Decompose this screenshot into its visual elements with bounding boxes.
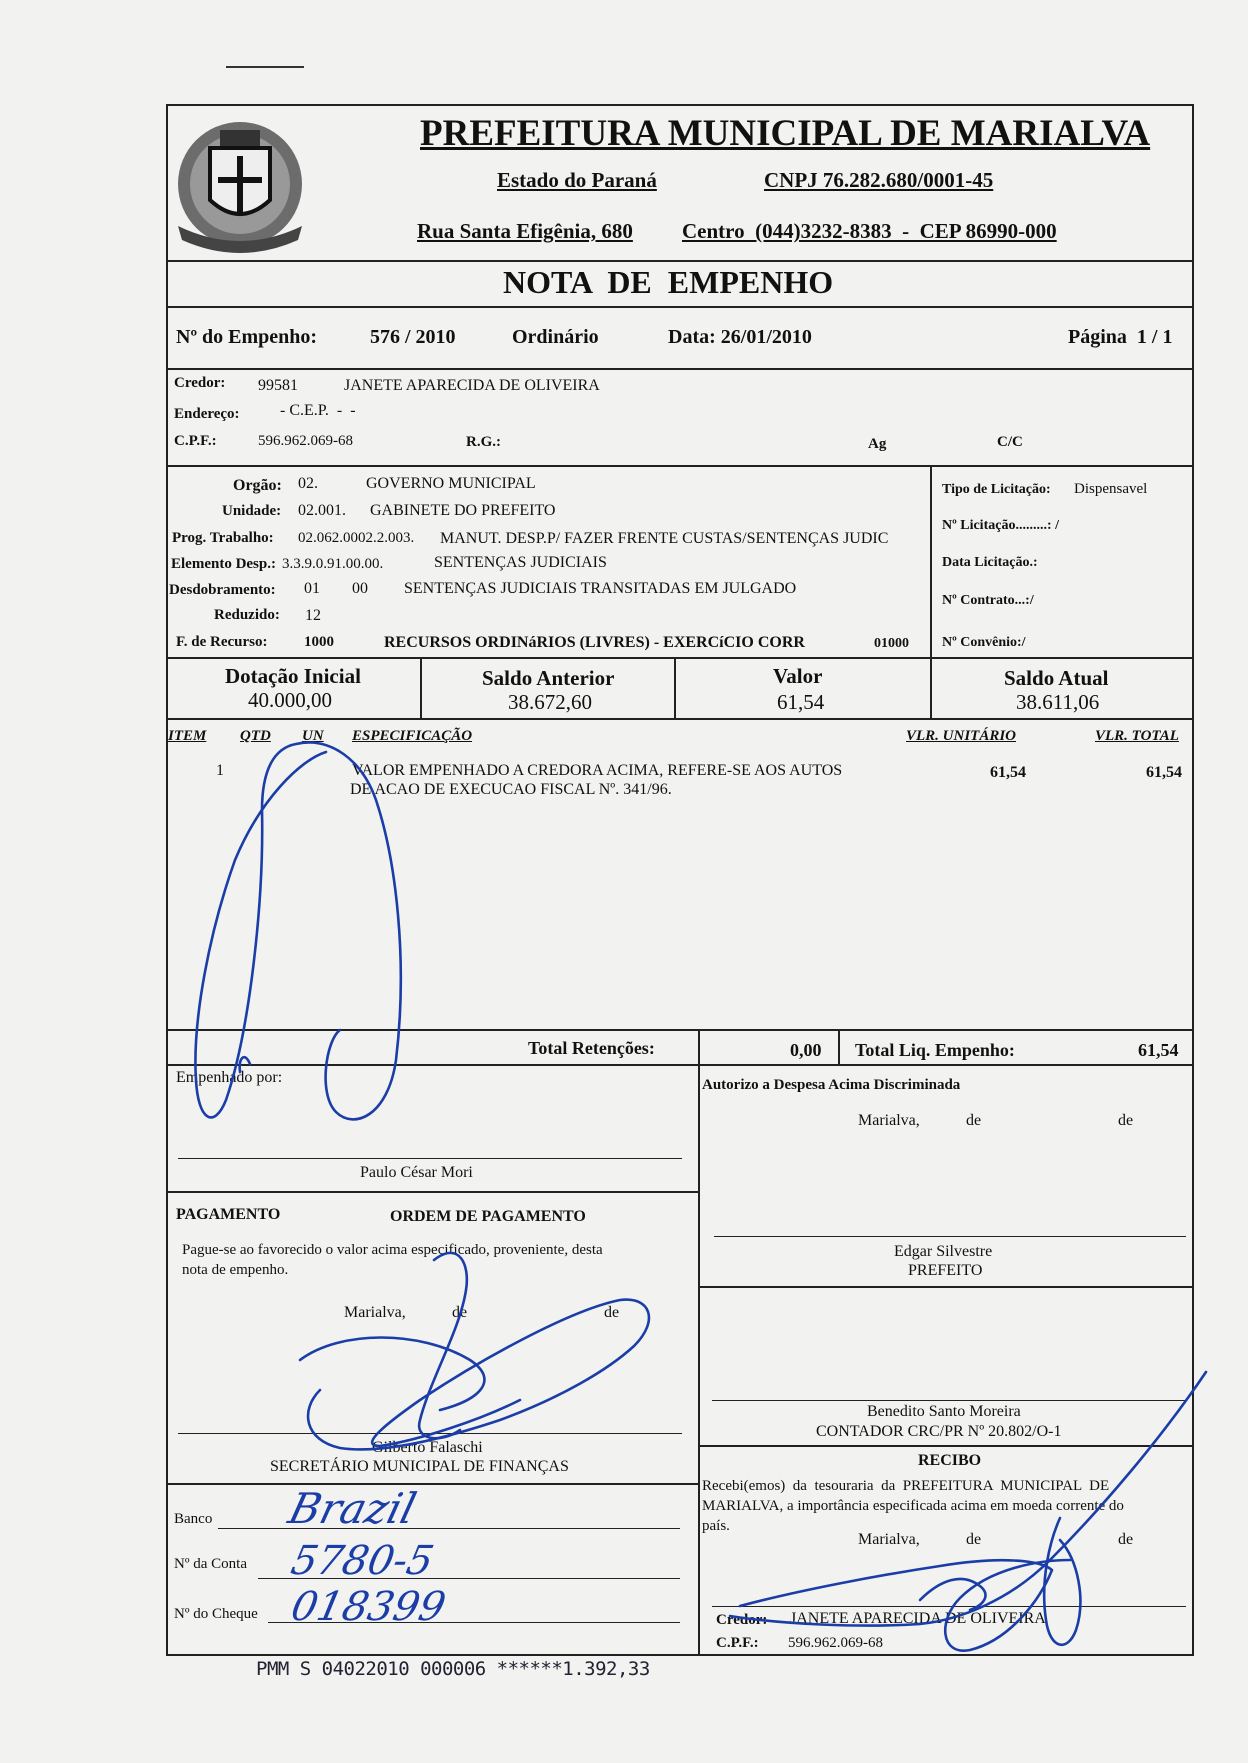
- col-un: UN: [302, 728, 324, 744]
- footer-stamp: PMM S 04022010 000006 ******1.392,33: [256, 1658, 650, 1680]
- scan-mark: [226, 66, 304, 68]
- recibo-cpf-value: 596.962.069-68: [788, 1635, 883, 1651]
- unidade-name: GABINETE DO PREFEITO: [370, 502, 556, 519]
- retencoes-value: 0,00: [790, 1040, 822, 1060]
- desdobramento-code1: 01: [304, 580, 320, 597]
- prog-name: MANUT. DESP.P/ FAZER FRENTE CUSTAS/SENTENÇAS JUDIC: [440, 530, 889, 547]
- empenhado-label: Empenhado por:: [176, 1069, 283, 1086]
- valor-label: Valor: [773, 664, 823, 688]
- conta-label: Nº da Conta: [174, 1556, 247, 1572]
- header-cnpj: CNPJ 76.282.680/0001-45: [764, 168, 994, 192]
- saldo-anterior-value: 38.672,60: [508, 690, 592, 714]
- desdobramento-code2: 00: [352, 580, 368, 597]
- item-unit-value: 61,54: [990, 764, 1026, 781]
- rg-label: R.G.:: [466, 434, 501, 450]
- saldo-atual-label: Saldo Atual: [1004, 666, 1109, 690]
- autorizo-local: Marialva,: [858, 1112, 920, 1129]
- cheque-handwritten: 018399: [287, 1584, 450, 1630]
- unidade-label: Unidade:: [222, 503, 282, 519]
- saldo-atual-value: 38.611,06: [1016, 690, 1100, 714]
- recibo-cpf-label: C.P.F.:: [716, 1635, 759, 1651]
- cheque-label: Nº do Cheque: [174, 1606, 258, 1622]
- empenho-label: Nº do Empenho:: [176, 326, 318, 348]
- credor-name: JANETE APARECIDA DE OLIVEIRA: [344, 377, 600, 394]
- recurso-code: 1000: [304, 634, 334, 650]
- header-title: PREFEITURA MUNICIPAL DE MARIALVA: [420, 113, 1151, 154]
- document-title: NOTA DE EMPENHO: [503, 264, 834, 300]
- elemento-name: SENTENÇAS JUDICIAIS: [434, 554, 607, 571]
- contador-name: Benedito Santo Moreira: [867, 1403, 1021, 1420]
- recurso-code2: 01000: [874, 636, 909, 651]
- empenho-date: Data: 26/01/2010: [668, 326, 812, 348]
- recibo-text-line2: MARIALVA, a importância especificada acima em moeda corrente do: [702, 1498, 1124, 1514]
- desdobramento-name: SENTENÇAS JUDICIAIS TRANSITADAS EM JULGADO: [404, 580, 797, 597]
- pagamento-label: PAGAMENTO: [176, 1206, 281, 1223]
- header-rua: Rua Santa Efigênia, 680: [417, 219, 633, 243]
- pagamento-text-line2: nota de empenho.: [182, 1262, 289, 1278]
- conta-handwritten: 5780-5: [287, 1538, 438, 1584]
- col-vlr-unitario: VLR. UNITÁRIO: [906, 728, 1017, 744]
- elemento-code: 3.3.9.0.91.00.00.: [282, 556, 384, 572]
- contador-title: CONTADOR CRC/PR Nº 20.802/O-1: [816, 1423, 1062, 1440]
- pagamento-text-line1: Pague-se ao favorecido o valor acima especificado, proveniente, desta: [182, 1242, 603, 1258]
- prog-code: 02.062.0002.2.003.: [298, 530, 415, 546]
- prog-label: Prog. Trabalho:: [172, 530, 274, 546]
- recibo-credor-label: Credor:: [716, 1612, 768, 1628]
- empenho-number: 576 / 2010: [370, 326, 456, 348]
- col-vlr-total: VLR. TOTAL: [1095, 728, 1179, 744]
- retencoes-label: Total Retenções:: [528, 1038, 655, 1058]
- saldo-anterior-label: Saldo Anterior: [482, 666, 615, 690]
- prefeito-name: Edgar Silvestre: [894, 1243, 993, 1260]
- contrato-number: Nº Contrato...:/: [942, 593, 1034, 608]
- recibo-label: RECIBO: [918, 1452, 982, 1469]
- item-description-line1: VALOR EMPENHADO A CREDORA ACIMA, REFERE-SE AOS AUTOS: [352, 762, 843, 779]
- dotacao-value: 40.000,00: [248, 688, 332, 712]
- tipo-licitacao-label: Tipo de Licitação:: [942, 482, 1051, 497]
- ag-label: Ag: [868, 436, 887, 452]
- convenio-number: Nº Convênio:/: [942, 635, 1026, 650]
- elemento-label: Elemento Desp.:: [171, 556, 276, 572]
- cpf-value: 596.962.069-68: [258, 433, 353, 449]
- licitacao-date: Data Licitação.:: [942, 555, 1038, 570]
- recibo-credor-name: JANETE APARECIDA DE OLIVEIRA: [790, 1610, 1046, 1627]
- empenho-type: Ordinário: [512, 326, 599, 348]
- reduzido-label: Reduzido:: [214, 607, 280, 623]
- recibo-de1: de: [966, 1531, 982, 1548]
- secretario-name: Gilberto Falaschi: [372, 1439, 483, 1456]
- cpf-label: C.P.F.:: [174, 433, 217, 449]
- credor-code: 99581: [258, 377, 298, 394]
- recibo-de2: de: [1118, 1531, 1134, 1548]
- item-number: 1: [216, 762, 224, 779]
- unidade-code: 02.001.: [298, 502, 346, 519]
- desdobramento-label: Desdobramento:: [169, 582, 276, 598]
- banco-label: Banco: [174, 1511, 213, 1527]
- recibo-text-line1: Recebi(emos) da tesouraria da PREFEITURA MUNICIPAL DE: [702, 1478, 1110, 1494]
- endereco-label: Endereço:: [174, 406, 240, 422]
- page-number: Página 1 / 1: [1068, 326, 1173, 348]
- pagamento-local: Marialva,: [344, 1304, 406, 1321]
- liquido-value: 61,54: [1138, 1040, 1179, 1060]
- pagamento-de1: de: [452, 1304, 468, 1321]
- recibo-local: Marialva,: [858, 1531, 920, 1548]
- orgao-label: Orgão:: [233, 477, 282, 494]
- dotacao-label: Dotação Inicial: [225, 664, 361, 688]
- recurso-label: F. de Recurso:: [176, 634, 268, 650]
- prefeito-title: PREFEITO: [908, 1262, 983, 1279]
- col-qtd: QTD: [240, 728, 271, 744]
- coat-of-arms-logo: [168, 108, 316, 258]
- pagamento-de2: de: [604, 1304, 620, 1321]
- endereco-value: - C.E.P. - -: [280, 402, 356, 419]
- header-contato: Centro (044)3232-8383 - CEP 86990-000: [682, 219, 1057, 243]
- ordem-pagamento-label: ORDEM DE PAGAMENTO: [390, 1208, 586, 1225]
- valor-value: 61,54: [777, 690, 825, 714]
- autorizo-label: Autorizo a Despesa Acima Discriminada: [702, 1077, 961, 1093]
- autorizo-de2: de: [1118, 1112, 1134, 1129]
- empenhado-name: Paulo César Mori: [360, 1164, 473, 1181]
- reduzido-value: 12: [305, 607, 321, 624]
- recibo-text-line3: país.: [702, 1518, 730, 1534]
- secretario-title: SECRETÁRIO MUNICIPAL DE FINANÇAS: [270, 1458, 569, 1475]
- cc-label: C/C: [997, 434, 1023, 450]
- orgao-code: 02.: [298, 475, 318, 492]
- recurso-name: RECURSOS ORDINáRIOS (LIVRES) - EXERCíCIO CORR: [384, 634, 805, 651]
- banco-handwritten: Brazil: [283, 1484, 422, 1533]
- col-item: ITEM: [168, 728, 207, 744]
- header-estado: Estado do Paraná: [497, 168, 657, 192]
- tipo-licitacao-value: Dispensavel: [1074, 481, 1148, 497]
- credor-label: Credor:: [174, 375, 226, 391]
- item-total-value: 61,54: [1146, 764, 1182, 781]
- item-description-line2: DE ACAO DE EXECUCAO FISCAL Nº. 341/96.: [350, 781, 672, 798]
- col-especificacao: ESPECIFICAÇÃO: [352, 728, 473, 744]
- autorizo-de1: de: [966, 1112, 982, 1129]
- orgao-name: GOVERNO MUNICIPAL: [366, 475, 536, 492]
- liquido-label: Total Liq. Empenho:: [855, 1040, 1015, 1060]
- licitacao-number: Nº Licitação.........: /: [942, 518, 1059, 533]
